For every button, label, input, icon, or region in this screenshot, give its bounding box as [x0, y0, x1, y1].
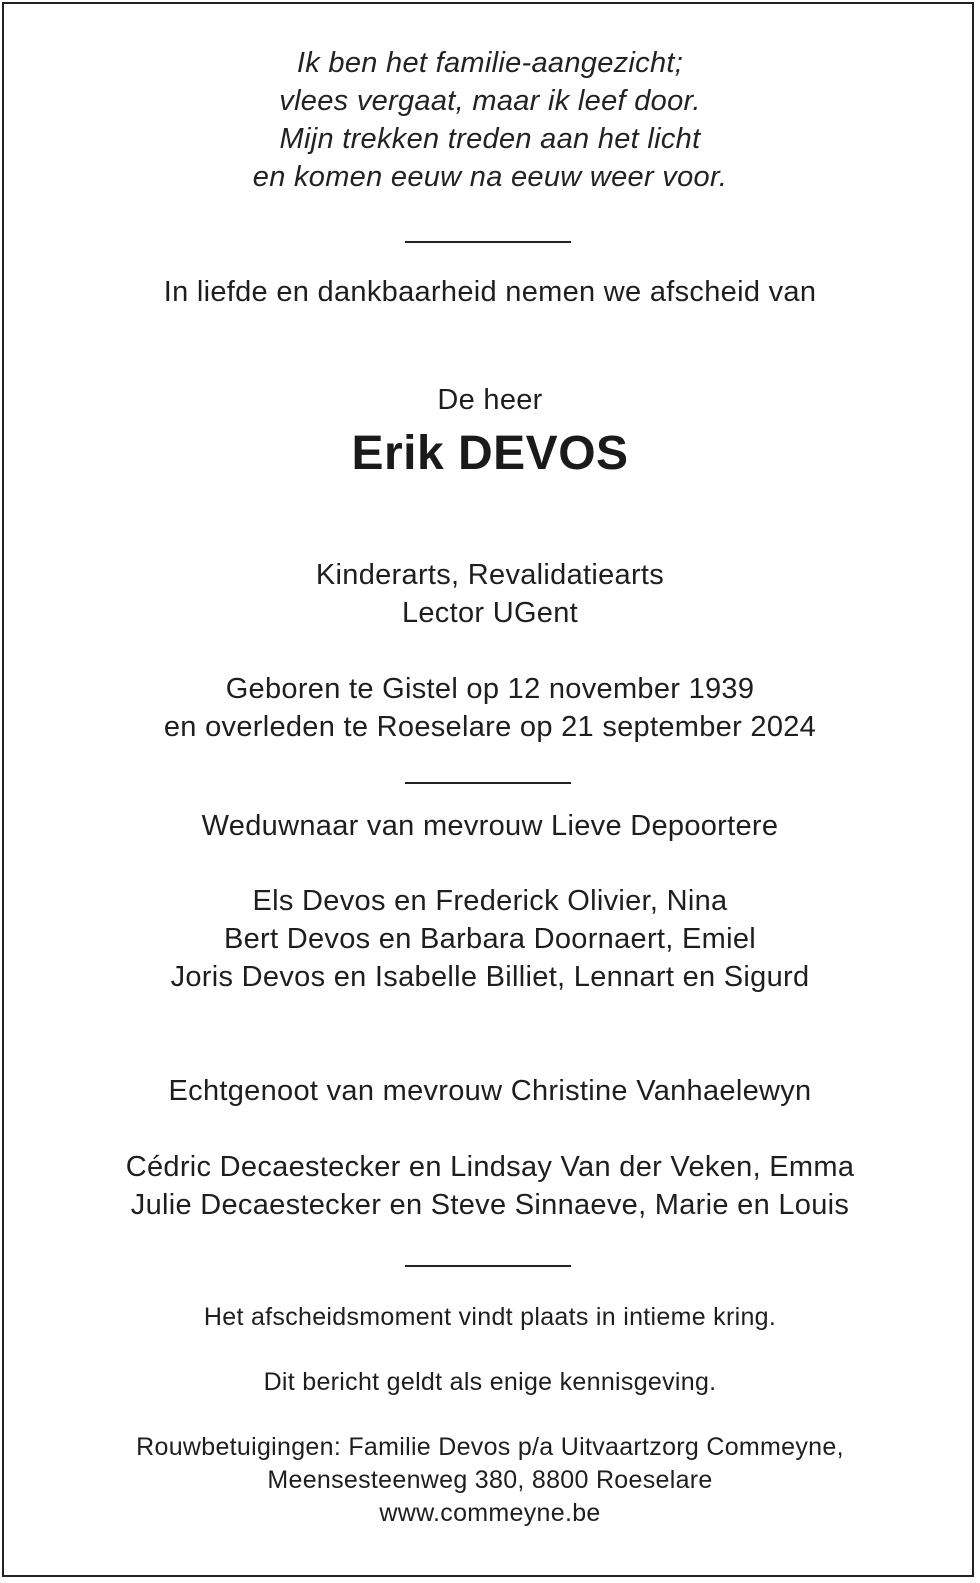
family-line: Cédric Decaestecker en Lindsay Van der Veken, Emma [125, 1151, 855, 1183]
condolences-line: Rouwbetuigingen: Familie Devos p/a Uitvaartzorg Commeyne, [136, 1433, 844, 1461]
spouse-line: Echtgenoot van mevrouw Christine Vanhaelewyn [168, 1075, 812, 1107]
family-line: Julie Decaestecker en Steve Sinnaeve, Marie en Louis [130, 1189, 850, 1221]
poem-line: vlees vergaat, maar ik leef door. [279, 85, 701, 117]
poem-line: Mijn trekken treden aan het licht [279, 123, 701, 155]
title-prefix: De heer [437, 384, 543, 416]
divider [405, 241, 571, 243]
profession-line: Kinderarts, Revalidatiearts [315, 559, 665, 591]
condolences-address: Meensesteenweg 380, 8800 Roeselare [267, 1466, 713, 1494]
farewell-text: Het afscheidsmoment vindt plaats in intieme kring. [203, 1303, 777, 1331]
divider [405, 782, 571, 784]
widower-line: Weduwnaar van mevrouw Lieve Depoortere [201, 810, 779, 842]
profession-line: Lector UGent [401, 597, 579, 629]
family-line: Bert Devos en Barbara Doornaert, Emiel [223, 923, 757, 955]
notice-text: Dit bericht geldt als enige kennisgeving. [263, 1368, 717, 1396]
family-line: Els Devos en Frederick Olivier, Nina [252, 885, 728, 917]
deceased-name: Erik DEVOS [351, 427, 629, 480]
poem-line: Ik ben het familie-aangezicht; [296, 47, 684, 79]
family-line: Joris Devos en Isabelle Billiet, Lennart en Sigurd [170, 961, 810, 993]
intro-text: In liefde en dankbaarheid nemen we afscheid van [163, 276, 817, 308]
website-text: www.commeyne.be [379, 1499, 601, 1527]
divider [405, 1265, 571, 1267]
page-border [2, 2, 974, 1577]
poem-line: en komen eeuw na eeuw weer voor. [252, 161, 728, 193]
birth-line: Geboren te Gistel op 12 november 1939 [225, 673, 755, 705]
death-line: en overleden te Roeselare op 21 september 2024 [163, 711, 817, 743]
